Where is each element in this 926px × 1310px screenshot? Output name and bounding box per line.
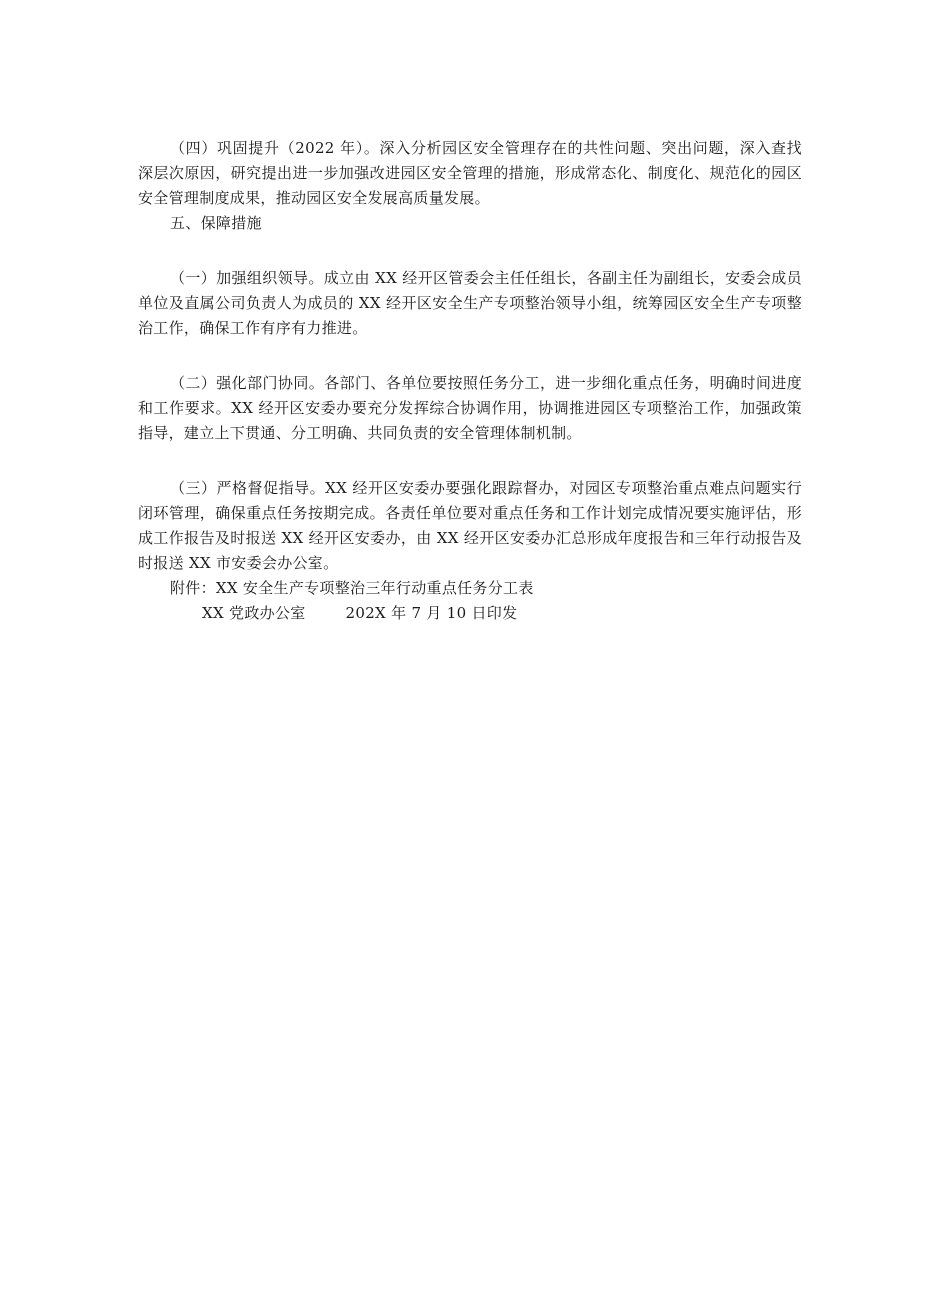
attachment-line: 附件：XX 安全生产专项整治三年行动重点任务分工表 <box>170 579 534 597</box>
paragraph-department-coordination: （二）强化部门协同。各部门、各单位要按照任务分工，进一步细化重点任务，明确时间进度和工作要求。XX 经开区安委办要充分发挥综合协调作用，协调推进园区专项整治工作，加强政策指导，建立上下贯通、分工明确、共同负责的安全管理体制机制。 <box>138 374 802 442</box>
document-body <box>138 136 802 626</box>
section-heading-safeguards: 五、保障措施 <box>170 214 262 232</box>
paragraph-supervision-guidance: （三）严格督促指导。XX 经开区安委办要强化跟踪督办，对园区专项整治重点难点问题实行闭环管理，确保重点任务按期完成。各责任单位要对重点任务和工作计划完成情况要实施评估，形成工作报告及时报送 XX 经开区安委办，由 XX 经开区安委办汇总形成年度报告和三年行动报告及时报送 XX 市安委会办公室。 <box>138 479 802 572</box>
issuance-footer <box>138 601 802 626</box>
issue-date: 202X 年 7 月 10 日印发 <box>345 604 518 622</box>
issuer-office: XX 党政办公室 <box>202 604 306 622</box>
paragraph-consolidate-improve: （四）巩固提升（2022 年）。深入分析园区安全管理存在的共性问题、突出问题，深入查找深层次原因，研究提出进一步加强改进园区安全管理的措施，形成常态化、制度化、规范化的园区安全管理制度成果，推动园区安全发展高质量发展。 <box>138 139 802 207</box>
paragraph-organization-leadership: （一）加强组织领导。成立由 XX 经开区管委会主任任组长，各副主任为副组长，安委会成员单位及直属公司负责人为成员的 XX 经开区安全生产专项整治领导小组，统筹园区安全生产专项整治工作，确保工作有序有力推进。 <box>138 269 802 337</box>
